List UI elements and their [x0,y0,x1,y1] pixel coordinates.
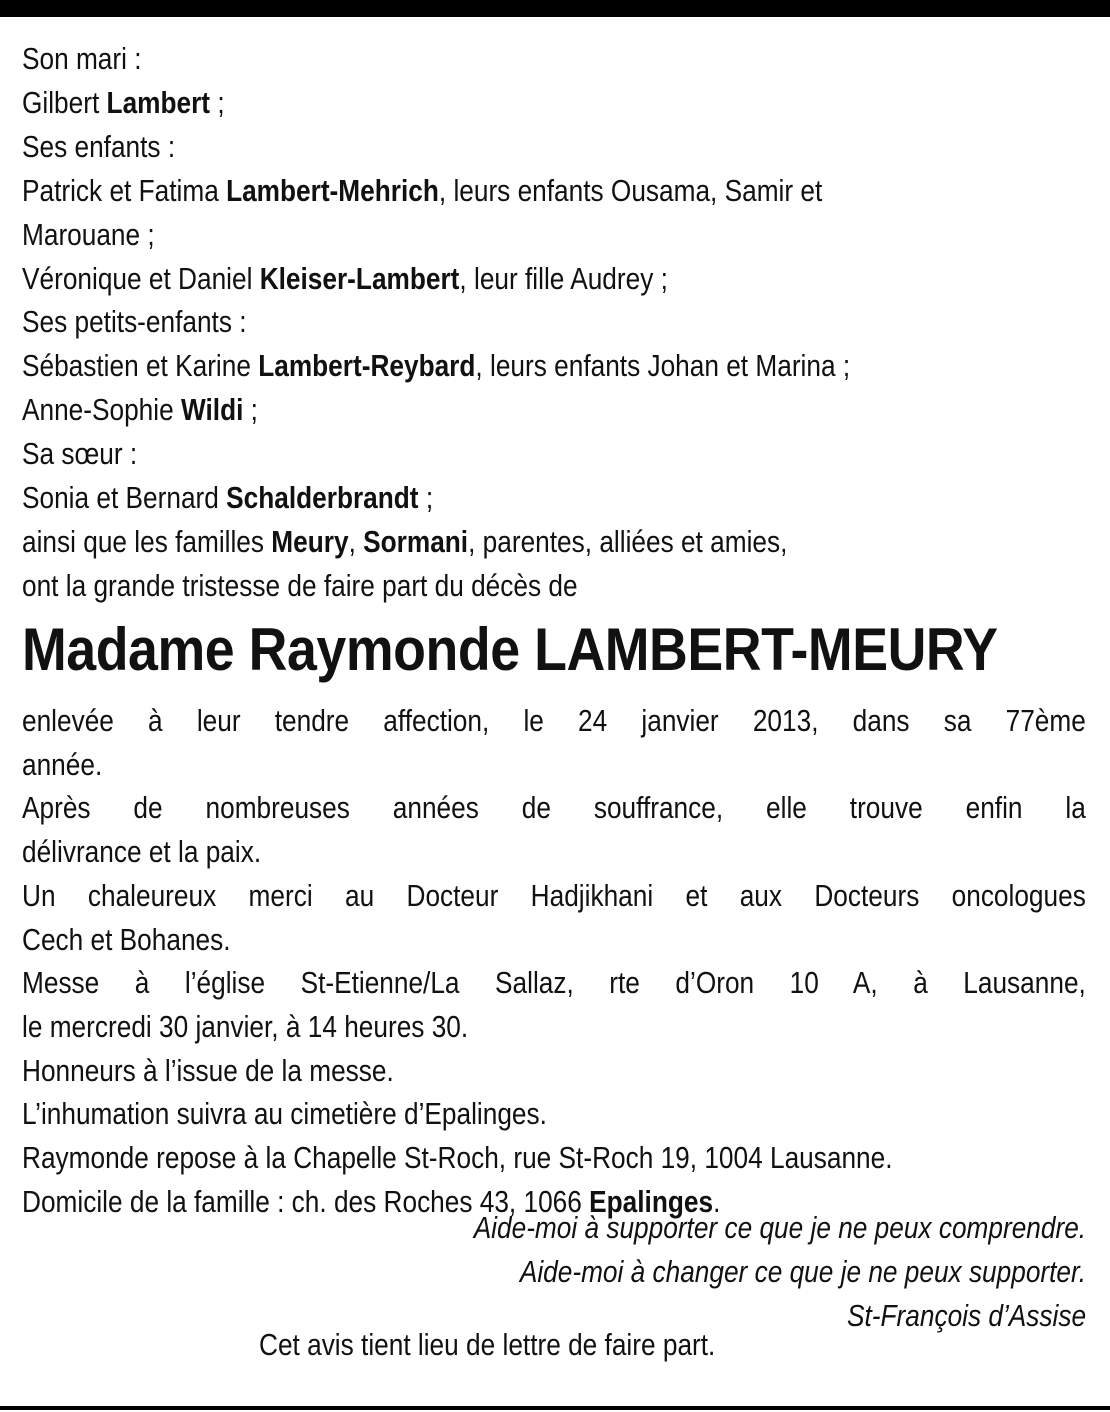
deceased-name: Madame Raymonde LAMBERT-MEURY [22,616,998,683]
family-line: Gilbert Lambert ; [22,85,225,120]
bold-surname: Lambert-Reybard [258,349,476,384]
top-rule [0,0,1110,17]
body-line: L’inhumation suivra au cimetière d’Epalinges. [22,1097,547,1132]
body-line: Messe à l’église St-Etienne/La Sallaz, rte d’Oron 10 A, à Lausanne, [22,966,1086,1001]
family-line: Sébastien et Karine Lambert-Reybard, leurs enfants Johan et Marina ; [22,349,851,384]
body-line: Raymonde repose à la Chapelle St-Roch, rue St-Roch 19, 1004 Lausanne. [22,1141,893,1176]
bold-surname: Meury [271,524,349,559]
family-line: Ses petits-enfants : [22,305,247,340]
announcement-body [22,700,1086,1224]
bold-surname: Wildi [180,393,244,428]
body-line: Domicile de la famille : ch. des Roches 43, 1066 Epalinges. [22,1184,721,1219]
bottom-rule [0,1406,1110,1410]
family-line: Anne-Sophie Wildi ; [22,393,258,428]
bold-surname: Epalinges [589,1184,714,1219]
body-line: année. [22,747,103,782]
bold-surname: Sormani [363,524,469,559]
family-line: Patrick et Fatima Lambert-Mehrich, leurs enfants Ousama, Samir et [22,173,823,208]
family-list [22,38,1086,609]
family-line: Ses enfants : [22,129,176,164]
bold-surname: Lambert [106,85,211,120]
quote-line: Aide-moi à supporter ce que je ne peux comprendre. [473,1211,1086,1245]
family-line: Son mari : [22,42,142,76]
body-line: Honneurs à l’issue de la messe. [22,1053,394,1088]
quote-block [474,1206,1086,1338]
bold-surname: Kleiser-Lambert [259,261,460,296]
family-line: Sonia et Bernard Schalderbrandt ; [22,481,434,516]
family-line: ainsi que les familles Meury, Sormani, parentes, alliées et amies, [22,524,788,559]
bold-surname: Schalderbrandt [226,481,419,516]
family-line: Sa sœur : [22,437,138,472]
body-line: Après de nombreuses années de souffrance, elle trouve enfin la [22,791,1086,826]
bold-surname: Lambert-Mehrich [226,173,439,208]
body-line: enlevée à leur tendre affection, le 24 janvier 2013, dans sa 77ème [22,704,1086,738]
body-line: Cech et Bohanes. [22,922,231,957]
body-line: délivrance et la paix. [22,835,262,870]
quote-line: Aide-moi à changer ce que je ne peux supporter. [519,1255,1086,1289]
body-line: Un chaleureux merci au Docteur Hadjikhani et aux Docteurs oncologues [22,878,1086,913]
quote-line: St-François d’Assise [846,1299,1086,1333]
family-line: Marouane ; [22,217,155,252]
family-line: Véronique et Daniel Kleiser-Lambert, leur fille Audrey ; [22,261,668,296]
family-line: ont la grande tristesse de faire part du décès de [22,568,578,603]
footer-note: Cet avis tient lieu de lettre de faire part. [259,1328,716,1362]
body-line: le mercredi 30 janvier, à 14 heures 30. [22,1009,469,1044]
